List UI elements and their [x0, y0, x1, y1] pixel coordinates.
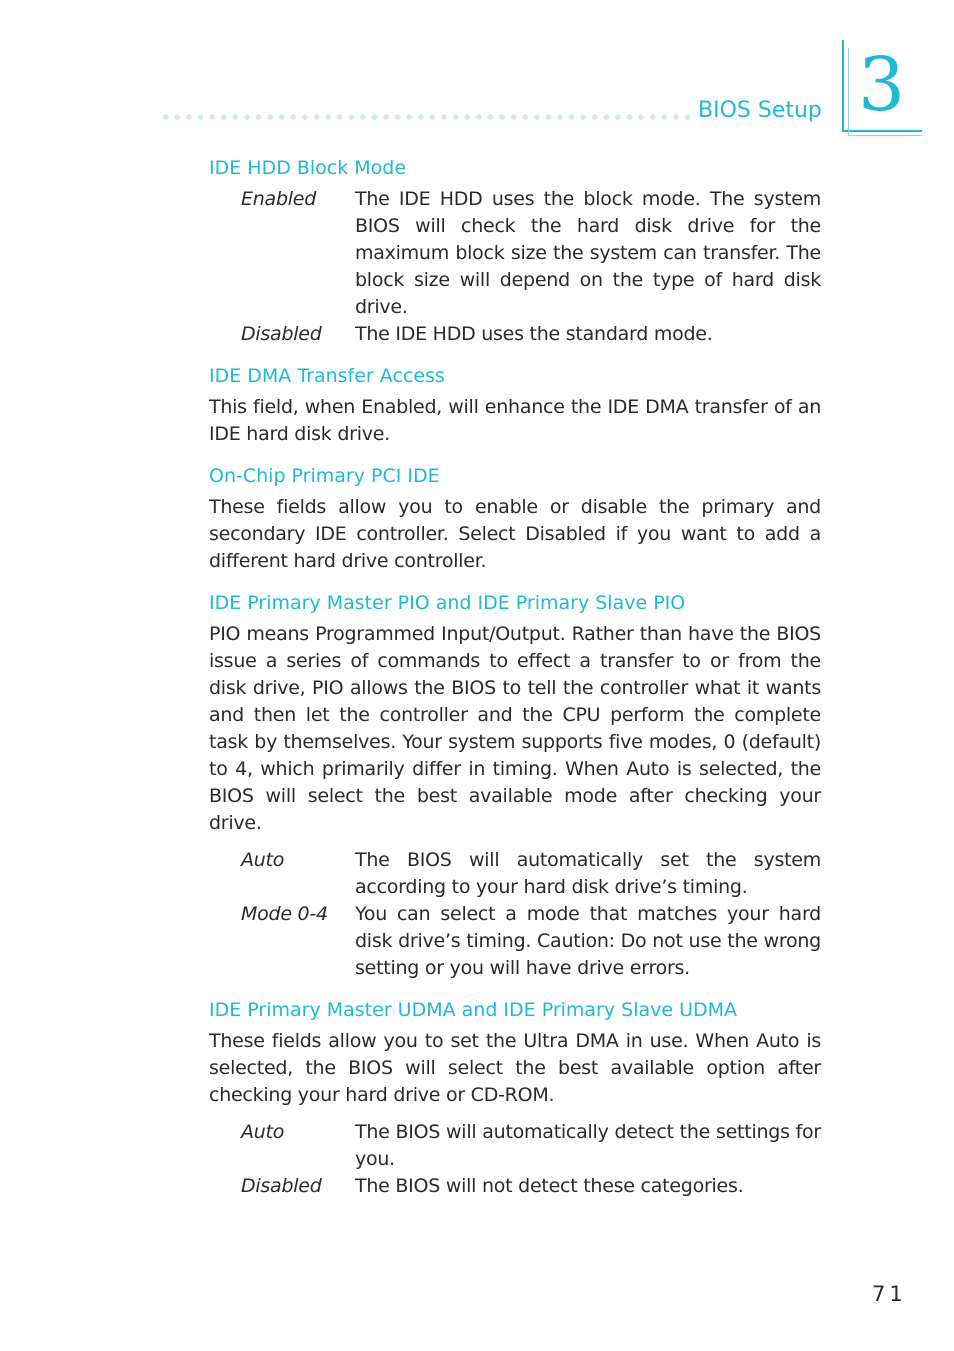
- option-name: Disabled: [241, 1175, 322, 1197]
- section-heading: IDE Primary Master PIO and IDE Primary Slave PIO: [209, 592, 686, 614]
- option-row: [209, 1173, 821, 1200]
- option-description: The BIOS will not detect these categories.: [355, 1175, 744, 1197]
- section-body: PIO means Programmed Input/Output. Rather than have the BIOS issue a series of commands to effect a transfer to or from the disk drive, PIO allows the BIOS to tell the controller what it wants and then let the controller and the CPU perform the complete task by themselves. Your system supports five modes, 0 (default) to 4, which primarily differ in timing. When Auto is selected, the BIOS will select the best available mode after checking your drive.: [209, 623, 821, 834]
- option-list: [209, 1119, 821, 1200]
- option-description: The BIOS will automatically detect the settings for you.: [355, 1121, 821, 1170]
- option-name: Mode 0-4: [241, 903, 328, 925]
- section-body: This field, when Enabled, will enhance the IDE DMA transfer of an IDE hard disk drive.: [209, 396, 821, 445]
- section-body: These fields allow you to set the Ultra DMA in use. When Auto is selected, the BIOS will select the best available option after checking your hard drive or CD-ROM.: [209, 1030, 821, 1106]
- page-content: [209, 150, 821, 1210]
- option-name: Auto: [241, 1121, 285, 1143]
- header-dot-rule: [160, 113, 690, 121]
- section-heading: IDE HDD Block Mode: [209, 157, 407, 179]
- option-row: [209, 847, 821, 901]
- option-name: Disabled: [241, 323, 322, 345]
- section-body: These fields allow you to enable or disable the primary and secondary IDE controller. Select Disabled if you want to add a different hard drive controller.: [209, 496, 821, 572]
- option-description: The IDE HDD uses the block mode. The system BIOS will check the hard disk drive for the maximum block size the system can transfer. The block size will depend on the type of hard disk drive.: [355, 188, 821, 318]
- section-on-chip-primary-pci-ide: [209, 458, 821, 575]
- section-ide-dma-transfer-access: [209, 358, 821, 448]
- section-heading: On-Chip Primary PCI IDE: [209, 465, 440, 487]
- option-row: [209, 321, 821, 348]
- option-description: The IDE HDD uses the standard mode.: [355, 323, 713, 345]
- chapter-number: 3: [858, 42, 906, 128]
- section-ide-hdd-block-mode: [209, 150, 821, 348]
- option-row: [209, 1119, 821, 1173]
- section-heading: IDE Primary Master UDMA and IDE Primary Slave UDMA: [209, 999, 738, 1021]
- section-heading: IDE DMA Transfer Access: [209, 365, 445, 387]
- option-name: Enabled: [241, 188, 317, 210]
- section-ide-primary-udma: [209, 992, 821, 1200]
- option-name: Auto: [241, 849, 285, 871]
- option-description: The BIOS will automatically set the system according to your hard disk drive’s timing.: [355, 849, 821, 898]
- option-row: [209, 901, 821, 982]
- option-list: [209, 847, 821, 982]
- option-list: [209, 186, 821, 348]
- option-description: You can select a mode that matches your hard disk drive’s timing. Caution: Do not use the wrong setting or you will have drive errors.: [355, 903, 821, 979]
- option-row: [209, 186, 821, 321]
- page-number: 71: [872, 1282, 907, 1306]
- section-ide-primary-pio: [209, 585, 821, 982]
- running-header-title: BIOS Setup: [698, 98, 822, 123]
